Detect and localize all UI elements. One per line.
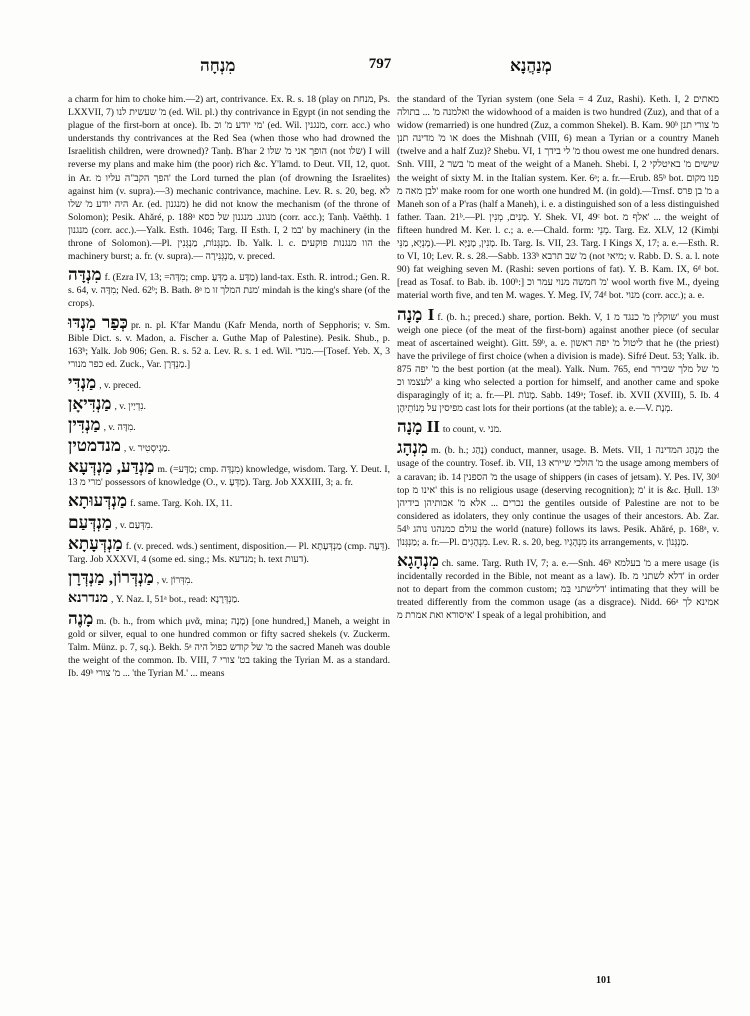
entry <box>397 440 719 549</box>
entry <box>397 93 719 303</box>
entry-headword: מַנְדִּיאָן <box>68 393 112 413</box>
right-column <box>397 93 719 627</box>
entry-headword: מִנְהָג <box>397 438 428 458</box>
entry-text: , v. מִדָּה. <box>103 422 136 434</box>
entry <box>68 567 390 587</box>
entry-headword: מַנְדְּעָתָא <box>68 533 123 553</box>
entry-text: m. (b. h., from which μνᾶ, mina; מָנָה) [one hundred,] Maneh, a weight in gold or silver, equal to one hundred common or fifty sacred shekels (v. Zuckerm. Talm. Münz. p. 7, sq.). Bekh. 5ᵃ מ' של קודש כפול היה the sacred Maneh was double the weight of the common. Ib. VIII, 7 בט' צורי taking the Tyrian M. as a standard. Ib. 49ᵇ מ' צורי ... 'the Tyrian M.' ... means <box>68 615 390 680</box>
entry-text: a charm for him to choke him.—2) art, contrivance. Ex. R. s. 18 (play on מנחת, Ps. LXXVII, 7) מ' שעשית לנו (ed. Wil. pl.) thy contrivance in Egypt (in not sending the plague of the first-born at once). Ib. מי יודע מ' וכ' (ed. Wil. מנגנין, corr. acc.) who understands thy contrivances at the Red Sea (when those who had drowned the Israelitish children, were drowned)? Tanḥ. B'har 2 הופך אני מ' שלו (not שלו) I will reverse my plans and make him (the poor) rich &c. Y'lamd. to Deut. VII, 12, quot. in Ar. הפך הקב"ה עליו מ' the Lord turned the plan (of drowning the Israelites) against him (v. supra).—3) mechanic contrivance, machine. Lev. R. s. 20, beg. לא היה יודע מ' שלו Ar. (ed. מנגנון) he did not know the mechanism (of the throne of Solomon); Pesik. Ahăré, p. 188ᵃ מנוגנ. מנגנון של כסא (corr. acc.); Tanḥ. Vaëthḥ. 1 מנגנון (corr. acc.).—Yalk. Esth. 1046; Targ. II Esth. I, 2 במ' by machinery (in the throne of Solomon).—Pl. מַנְגְּנוֹת, מַנְגְּנִין. Ib. Yalk. l. c. הוו מנגנות פוקעים the machinery burst; a. fr. (v. supra).— מַנְגְּנִירָה, v. preced. <box>68 94 391 263</box>
entry <box>68 312 390 371</box>
entry-text: , v. מִדְּעַם. <box>115 519 153 531</box>
left-column <box>68 93 390 684</box>
entry-text: the standard of the Tyrian system (one Sela = 4 Zuz, Rashi). Keth. I, 2 מאתים ואלמנה מ' ... בתולה the widowhood of a maiden is two hundred (Zuz), and that of a widow (remarried) is one hundred (Zuz, a common Shekel). B. Kam. 90ᵇ מ' צורי תנן או מ' מדינה תנן does the Mishnah (VIII, 6) mean a Tyrian or a country Maneh (twelve and a half Zuz)? Shebu. VI, 1 מ' לי בידך thou owest me one hundred denars. Snh. VIII, 2 מ' בשר meat of the weight of a Maneh. Shebi. I, 2 שישים מ' באיטלקי the weight of sixty M. in the Italian system. Ker. 6ᵃ; a. fr.—Erub. 85ᵇ bot. פנו מקום לבן מאה מ' make room for one worth one hundred M. (in gold).—Trnsf. מ' בן פרס a Maneh son of a P'ras (half a Maneh), i. e. a distinguished son of a less distinguished father. Taan. 21ᵇ.—Pl. מָנִים, מְנִין. Y. Shek. VI, 49ᶜ bot. אלף מ' ... the weight of fifteen hundred M. Ker. l. c.; a. e.—Chald. form: מְנֵי. Targ. Ez. XLV, 12 (Kimḥi מָנְיָא, מַנֵּי).—Pl. מָנִין, מָנַיָּא. Ib. Targ. Is. VII, 23. Targ. I Kings X, 17; a. e.—Esth. R. to VI, 10; Lev. R. s. 28.—Sabb. 133ᵇ מ' שב תרבא (not מיאי; v. Rabb. D. S. a. l. note 90) fat weighing seven M. (Rashi: seven portions of fat). Y. B. Kam. IX, 6ᵈ bot. [read as Tosaf. to Bab. ib. 100ᵇ:] מ' חמשה מנוי עמר וכ' wool worth five M., dyeing material worth five, and ten M. wages. Y. Meg. IV, 74ᵈ bot. מנוי (corr. acc.); a. e. <box>397 94 719 302</box>
entry-text: ch. same. Targ. Ruth IV, 7; a. e.—Snh. 46ᵇ מ' בעלמא a mere usage (is incidentally recorded in the Bible, not meant as a law). Ib. דלא לשתני מ' in order not to depart from the common custom; דלישתני בִּמ' intimating that they will be treated differently from the common usage (as a disgrace). Nidd. 66ᵃ אמינא לך איסורא ואת אמרת מ' I speak of a legal prohibition, and <box>397 558 720 622</box>
entry <box>68 591 390 607</box>
signature-number: 101 <box>596 975 611 986</box>
entry-text: f. (b. h.; preced.) share, portion. Bekh. V, 1 שוקלין מ' כנגד מ' you must weigh one piece (of the meat of the first-born) against another piece (of secular meat of ascertained weight). Gitt. 59ᵇ, a. e. ליטול מ' יפה ראשון that he (the priest) have the privilege of first choice (when a division is made). Sifré Deut. 53; Yalk. ib. 875 מ' יפה the best portion (at the meal). Yalk. Num. 765, end מ' של מלך שבירר לעצמו וכ' a king who selected a portion for himself, and another came and spoke disparagingly of it; a. fr.—Pl. מָנוֹת. Sabb. 149ᵃ; Tosef. ib. XVII (XVIII), 5. Ib. 4 מפיסין על מְנוֹתֵיהֶן cast lots for their portions (at the table); a. e.—V. מְנָת. <box>397 311 720 415</box>
entry <box>68 93 390 263</box>
page-number: 797 <box>368 56 392 72</box>
entry-text: , v. מִדְּרוֹן. <box>156 574 193 586</box>
entry <box>68 493 390 510</box>
entry <box>68 459 390 489</box>
entry-headword: מִנְדָּה <box>68 265 102 285</box>
entry-headword: מָנָה II <box>397 417 440 437</box>
entry-headword: מִנְהָגָא <box>397 551 439 571</box>
entry-text: , v. מַגְיסְטִיר. <box>123 443 170 455</box>
entry-text: pr. n. pl. K'far Mandu (Kafr Menda, north of Sepphoris; v. Sm. Bible Dict. s. v. Madon, a. Fischer a. Guthe Map of Palestine). Pesik. Shub., p. 163ᵇ; Yalk. Job 906; Gen. R. s. 52 a. Lev. R. s. 1 ed. Wil. מנדי.—[Tosef. Yeb. X, 3 כפר מנורי ed. Zuck., Var. מַנְדְּרָן.] <box>68 319 390 370</box>
entry-headword: מָנָה I <box>397 304 435 324</box>
entry <box>68 267 390 310</box>
entry <box>397 304 720 416</box>
entry <box>68 372 390 392</box>
entry-headword: מנדרנא <box>68 590 109 606</box>
entry-text: f. (Ezra IV, 13; =מִדָּה; cmp. מַדְּעָ a. מַדָּע) land-tax. Esth. R. introd.; Gen. R. s. 64, v. מִדָּה; Ned. 62ᵇ; B. Bath. 8ᵃ מנת המלך זו מ' mindah is the king's share (of the crops). <box>68 272 390 310</box>
entry <box>397 553 719 622</box>
entry-text: m. (b. h.; נָהַג) conduct, manner, usage. B. Mets. VII, 1 מִנְהַג המדינה the usage of the country. Tosef. ib. VII, 13 מ' הולכי שיירא the usage among members of a caravan; ib. 14 מ' הספנין the usage of shippers (in cases of jetsam). Y. Pes. IV, 30ᵈ top אינו מ' this is no religious usage (deserving recognition); מ' it is &c. Ḥull. 13ᵇ נכרים ... אלא מ' אבותיהן בידיהן the gentiles outside of Palestine are not to be considered as idolaters, they only continue the usages of their ancestors. Ab. Zar. 54ᵇ עולם כמנהגו נוהג the world (nature) follows its laws. Pesik. Ahăré, p. 168ᵃ, v. מַנְגְּנוֹן; a. fr.—Pl. מִנְהָגִים. Lev. R. s. 20, beg. מִנְהָגָיו its arrangements, v. מַנְגְּנוֹן. <box>397 445 719 548</box>
entry-text: , Y. Naz. I, 51ᵃ bot., read: מַנְדְּרָנָא. <box>111 593 240 605</box>
entry <box>68 512 390 532</box>
entry-headword: מָנֶה <box>68 608 94 628</box>
running-head-right: מְנַהֲנָא <box>510 56 552 75</box>
entry-headword: מַנְדִּין <box>68 415 101 435</box>
entry-headword: מַנְדִּי <box>68 372 97 392</box>
entry-headword: כְּפַר מַנְדּוּ <box>68 312 128 332</box>
entry-text: , v. נִדְיַין. <box>114 400 146 412</box>
entry-text: , v. preced. <box>99 379 141 391</box>
entry-headword: מַנְדְּעַם <box>68 512 113 532</box>
entry <box>68 533 390 566</box>
running-head-left: מִנְחָה <box>200 56 236 75</box>
entry <box>68 608 390 680</box>
entry-text: m. (=מַדָּע; cmp. מִנְדָּה) knowledge, wisdom. Targ. Y. Deut. I, 13 מרי מ' possessors of knowledge (O., v. מַדְּעָ). Targ. Job XXXIII, 3; a. fr. <box>68 464 390 489</box>
entry-headword: מנדמטין <box>68 436 121 456</box>
entry <box>68 438 390 455</box>
entry <box>397 419 719 436</box>
entry-headword: מַנְדַּע, מַנְדְּעָא <box>68 457 155 477</box>
entry-headword: מַנְדְּרוֹן, מַנְדְּרָן <box>68 567 154 587</box>
entry-text: to count, v. מני. <box>442 424 502 436</box>
entry <box>68 417 390 434</box>
entry-text: f. same. Targ. Koh. IX, 11. <box>130 498 233 510</box>
entry-headword: מַנְדְּעוּתָא <box>68 491 128 511</box>
entry-text: f. (v. preced. wds.) sentiment, disposition.— Pl. מַנְדְּעָתָא (cmp. דֵּעָה). Targ. Job XXXVI, 4 (some ed. sing.; Ms. מנדעא; h. text דעות). <box>68 540 390 565</box>
entry <box>68 393 390 413</box>
